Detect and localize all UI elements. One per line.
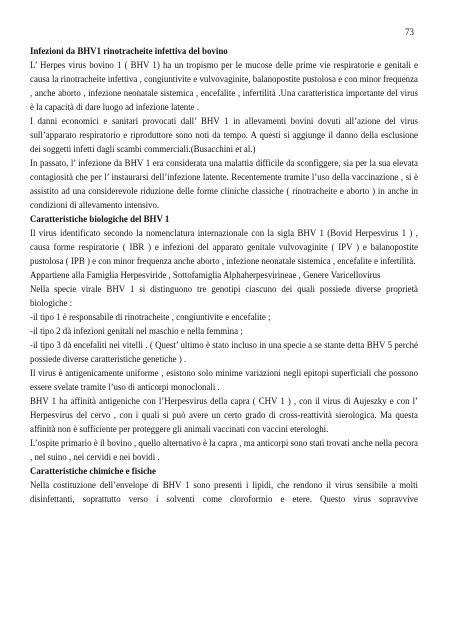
paragraph: In passato, l’ infezione da BHV 1 era considerata una malattia difficile da sconfiggere, sia per la sua elevata contagiosità che per l’ instaurarsi dell’infezione latente. Recentemente tramite l’uso della vaccinazione , si è assistito ad una considerevole riduzione delle forme cliniche classiche ( rinotracheite e aborto ) in anche in condizioni di allevamento intensivo. xyxy=(30,158,418,210)
paragraph: Il virus identificato secondo la nomenclatura internazionale con la sigla BHV 1 (Bovid Herpesvirus 1 ) , causa forme respiratorie ( IBR ) e infezioni del apparato genitale vulvovaginite ( IPV ) e balanopostite pustolosa ( IPB ) e con minor frequenza anche aborto , infezione neonatale sistemica , encefalite e infertilità. xyxy=(30,228,418,266)
section-title-biological: Caratteristiche biologiche del BHV 1 xyxy=(30,214,170,224)
paragraph: Nella costituzione dell’envelope di BHV 1 sono presenti i lipidi, che rendono il virus sensibile a molti disinfettanti, soprattutto verso i solventi come cloroformio e etere. Questo virus sopravvive xyxy=(30,480,418,504)
section-title-ibr: Infezioni da BHV1 rinotracheite infettiva del bovino xyxy=(30,46,228,56)
document-body xyxy=(30,44,418,506)
paragraph: I danni economici e sanitari provocati dall’ BHV 1 in allevamenti bovini dovuti all’azione del virus sull’apparato respiratorio e riproduttore sono noti da tempo. A questi si aggiunge il danno della esclusione dei soggetti infetti dagli scambi commerciali.(Busacchini et al.) xyxy=(30,116,418,154)
list-item: -il tipo 1 è responsabile di rinotracheite , congiuntivite e encefalite ; xyxy=(30,312,271,322)
paragraph: Il virus è antigenicamente uniforme , esistono solo minime variazioni negli epitopi superficiali che possono essere svelate tramite l’uso di anticorpi monoclonali . xyxy=(30,368,418,392)
list-item: -il tipo 2 dà infezioni genitali nel maschio e nella femmina ; xyxy=(30,326,243,336)
section-title-chemical: Caratteristiche chimiche e fisiche xyxy=(30,466,156,476)
paragraph: L’ Herpes virus bovino 1 ( BHV 1) ha un tropismo per le mucose delle prime vie respiratorie e genitali e causa la rinotracheite infettiva , congiuntivite e vulvovaginite, balanopostite pustolosa e con minor frequenza , anche aborto , infezione neonatale sistemica , encefalite , infertilità .Una caratteristica importante del virus è la capacità di dare luogo ad infezione latente . xyxy=(30,60,418,112)
paragraph: Nella specie virale BHV 1 si distinguono tre genotipi ciascuno dei quali possiede diverse proprietà biologiche : xyxy=(30,284,418,308)
list-item: -il tipo 3 dà encefaliti nei vitelli . ( Quest’ ultimo è stato incluso in una specie a se stante detta BHV 5 perché possiede diverse caratteristiche genetiche ) . xyxy=(30,340,418,364)
paragraph: Appartiene alla Famiglia Herpesviride , Sottofamiglia Alphaherpesvirineae , Genere Varicellovirus xyxy=(30,270,381,280)
paragraph: BHV 1 ha affinità antigeniche con l’Herpesvirus della capra ( CHV 1 ) , con il virus di Aujeszky e con l’ Herpesvirus del cervo , con i quali si può avere un certo grado di cross-reattività sierologica. Ma questa affinità non è sufficiente per proteggere gli animali vaccinati con vaccini eterologhi. xyxy=(30,396,418,434)
paragraph: L’ospite primario è il bovino , quello alternativo è la capra , ma anticorpi sono stati trovati anche nella pecora , nel suino , nei cervidi e nei bovidi . xyxy=(30,438,418,462)
page-number: 73 xyxy=(405,27,414,37)
